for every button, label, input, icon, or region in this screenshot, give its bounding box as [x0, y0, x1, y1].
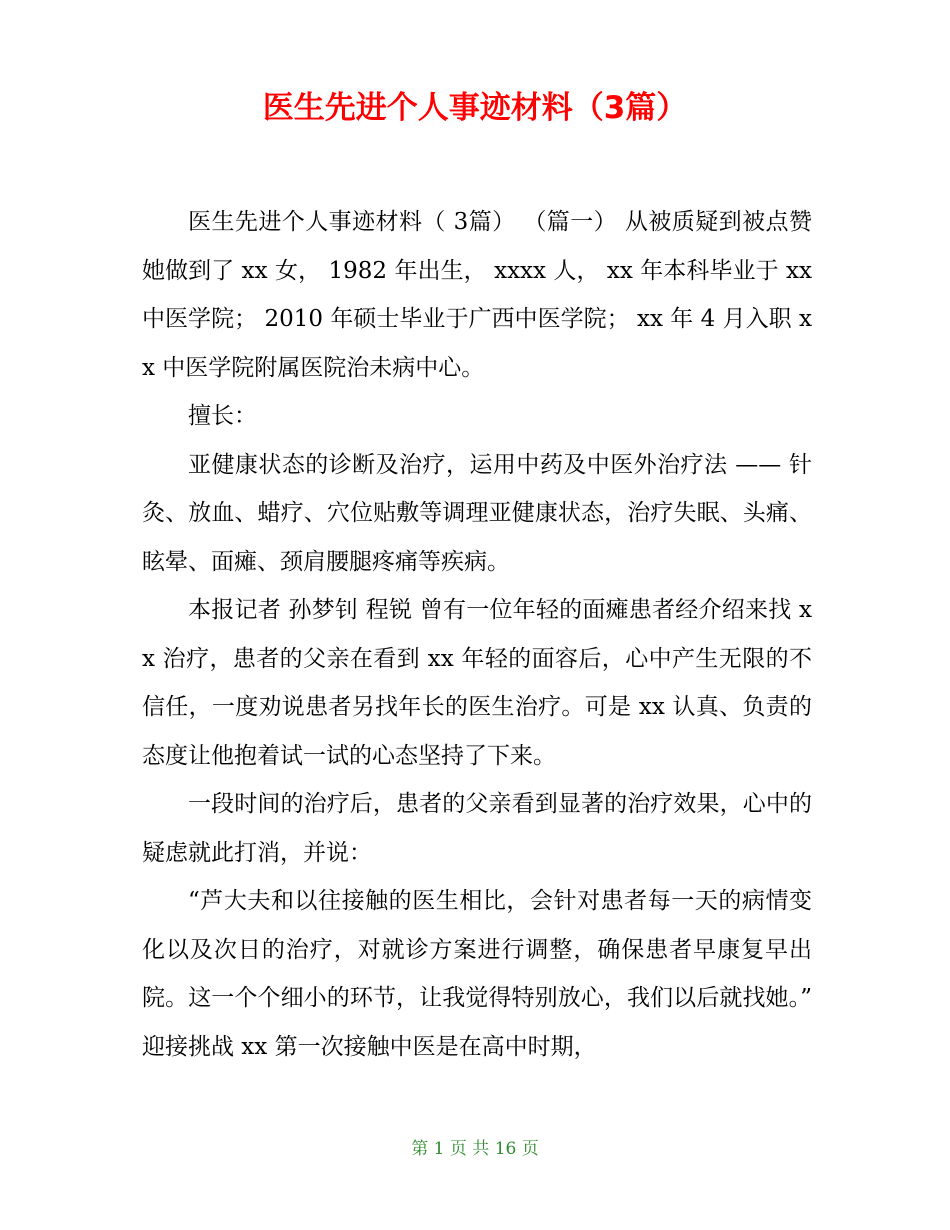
paragraph-quote: “芦大夫和以往接触的医生相比，会针对患者每一天的病情变化以及次日的治疗，对就诊方案进行调整，确保患者早康复早出院。这一个个细小的环节，让我觉得特别放心，我们以后就找她。” 迎接挑战 xx 第一次接触中医是在高中时期，: [142, 888, 812, 1060]
document-body: [142, 198, 812, 1071]
paragraph-report: 本报记者 孙梦钊 程锐 曾有一位年轻的面瘫患者经介绍来找 xx 治疗，患者的父亲在看到 xx 年轻的面容后，心中产生无限的不信任，一度劝说患者另找年长的医生治疗。可是 xx 认真、负责的态度让他抱着试一试的心态坚持了下来。: [142, 597, 812, 769]
document-title: 医生先进个人事迹材料（3篇）: [262, 90, 688, 126]
paragraph-expertise-heading: 擅长：: [188, 403, 257, 429]
paragraph-treatment-result: 一段时间的治疗后，患者的父亲看到显著的治疗效果，心中的疑虑就此打消，并说：: [142, 791, 812, 866]
paragraph-expertise: 亚健康状态的诊断及治疗，运用中药及中医外治疗法 —— 针灸、放血、蜡疗、穴位贴敷等调理亚健康状态，治疗失眠、头痛、眩晕、面瘫、颈肩腰腿疼痛等疾病。: [142, 451, 812, 575]
paragraph-intro: 医生先进个人事迹材料（ 3篇） （篇一） 从被质疑到被点赞 她做到了 xx 女， 1982 年出生， xxxx 人， xx 年本科毕业于 xx 中医学院； 2010 年硕士毕业于广西中医学院； xx 年 4 月入职 xx 中医学院附属医院治未病中心。: [142, 209, 812, 381]
page-number-footer: 第 1 页 共 16 页: [411, 1139, 539, 1159]
